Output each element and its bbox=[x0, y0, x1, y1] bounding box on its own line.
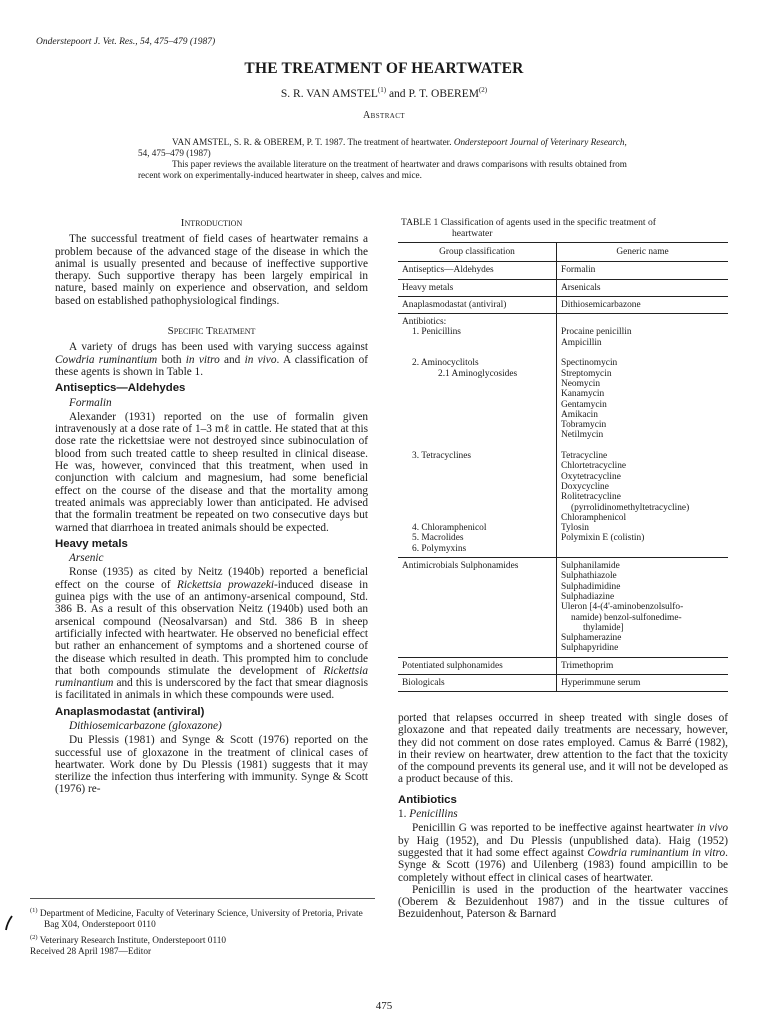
table-row: Antiseptics—Aldehydes Formalin bbox=[398, 262, 728, 279]
classification-table bbox=[398, 242, 728, 692]
column-header-generic: Generic name bbox=[557, 243, 729, 262]
introduction-heading: Introduction bbox=[180, 217, 243, 229]
authors-and: and bbox=[386, 87, 409, 100]
author-2-affil: (2) bbox=[478, 86, 488, 94]
specific-treatment-paragraph: A variety of drugs has been used with varying success against Cowdria ruminantium both in vitro and in vivo. A classification of these agents is shown in Table 1. bbox=[55, 341, 369, 378]
author-1-affil: (1) bbox=[377, 86, 387, 94]
footnotes bbox=[30, 898, 375, 958]
abstract bbox=[138, 137, 638, 181]
specific-treatment-heading: Specific Treatment bbox=[167, 325, 256, 338]
anaplasmodastat-heading: Anaplasmodastat (antiviral) bbox=[55, 705, 205, 718]
penicillin-paragraph: Penicillin G was reported to be ineffective against heartwater in vivo by Haig (1952), and Du Plessis (unpublished data). Haig (1952) suggested that it had some effect against Cowdria ruminantium in vitro. Synge & Scott (1976) and Uilenberg (1983) found ampicillin to be completely without effect in clinical cases of heartwater. bbox=[398, 822, 728, 884]
column-header-group: Group classification bbox=[398, 243, 557, 262]
abstract-body: This paper reviews the available literature on the treatment of heartwater and draws comparisons with results obtained from recent work on experimentally-induced heartwater in sheep, calves and mice. bbox=[138, 159, 627, 180]
dithiosemicarbazone-heading: Dithiosemicarbazone (gloxazone) bbox=[69, 719, 222, 732]
author-1: S. R. VAN AMSTEL bbox=[280, 87, 378, 100]
table-row: Anaplasmodastat (antiviral) Dithiosemicarbazone bbox=[398, 296, 728, 313]
penicillins-heading: 1. Penicillins bbox=[398, 808, 458, 821]
author-2: P. T. OBEREM bbox=[408, 87, 479, 100]
penicillin-paragraph-2: Penicillin is used in the production of the heartwater vaccines (Oberem & Bezuidenhout 1987) and in the tissue cultures of Bezuidenhout, Paterson & Barnard bbox=[398, 883, 728, 921]
footnote-1: $^{(1)}$ Department of Medicine, Faculty of Veterinary Science, University of Pretoria, Private Bag X04, Onderstepoort 0110 bbox=[30, 907, 363, 931]
introduction-paragraph: The successful treatment of field cases of heartwater remains a problem because of the advanced stage of the disease in which the animal is usually presented and because of ineffective supportive therapy. Such supportive therapy has been largely empirical in nature, based mainly on experience and observation, and seldom based on established pathophysiological findings. bbox=[55, 233, 368, 307]
page-number: 475 bbox=[375, 1000, 393, 1012]
antiseptics-heading: Antiseptics—Aldehydes bbox=[55, 382, 186, 395]
table-header-row bbox=[398, 243, 728, 262]
abstract-citation: VAN AMSTEL, S. R. & OBEREM, P. T. 1987. The treatment of heartwater. Onderstepoort Journal of Veterinary Research, 54, 475–479 (1987) bbox=[138, 137, 627, 158]
table-row-antibiotics: Antibiotics: 1. Penicillins 2. Aminocyclitols 2.1 Aminoglycosides 3. Tetracyclines 4. Chloramphenicol 5. Macrolides 6. Polymyxins Procaine penicillin Ampicillin Spectinomycin Streptomycin Neomycin Kanamycin Gentamycin Amikacin Tobramycin Netilmycin Tetracycline Chlortetracycline Oxytetracycline Doxycycline Rolitetracycline (pyrrolidinomethyltetracycline) Chloramphenicol Tylosin Polymixin E (colistin) bbox=[398, 314, 728, 558]
right-column bbox=[398, 712, 728, 921]
footnote-2: $^{(2)}$ Veterinary Research Institute, Onderstepoort 0110 bbox=[30, 933, 227, 946]
paper-title: THE TREATMENT OF HEARTWATER bbox=[244, 60, 524, 77]
table-row: Heavy metals Arsenicals bbox=[398, 279, 728, 296]
received-date: Received 28 April 1987—Editor bbox=[30, 946, 152, 957]
heavy-metals-heading: Heavy metals bbox=[55, 537, 128, 550]
arsenic-heading: Arsenic bbox=[69, 552, 104, 565]
left-column bbox=[55, 217, 368, 796]
authors bbox=[0, 86, 768, 100]
formalin-paragraph: Alexander (1931) reported on the use of formalin given intravenously at a dose rate of 1–3 mℓ in cattle. He stated that at this dose rate the rickettsiae were not destroyed since subinoculation of blood from such treated cattle to sheep resulted in clinical disease. He was, however, convinced that this treatment, when used in conjunction with calcium and magnesium, had some beneficial effect on the course of the disease and that the mortality among treated animals was appreciably lower than anticipated. He advised that the formalin treatment be repeated on two consecutive days but warned that diarrhoea in treated animals should be expected. bbox=[55, 410, 368, 534]
antibiotics-heading: Antibiotics bbox=[398, 793, 457, 806]
table-row: Potentiated sulphonamides Trimethoprim bbox=[398, 657, 728, 674]
continued-paragraph: ported that relapses occurred in sheep treated with single doses of gloxazone and that repeated daily treatments are necessary, however, they did not comment on dose rates employed. Camus & Barré (1982), in their review on heartwater, drew attention to the fact that the toxicity of the compound prevents its general use, and it will not be developed as a product because of this. bbox=[398, 712, 728, 786]
margin-mark bbox=[4, 915, 14, 931]
journal-reference: Onderstepoort J. Vet. Res., 54, 475–479 (1987) bbox=[36, 37, 216, 47]
table-caption: TABLE 1 Classification of agents used in the specific treatment of heartwater bbox=[401, 217, 656, 239]
table-row-sulphonamides: Antimicrobials Sulphonamides Sulphanilamide Sulphathiazole Sulphadimidine Sulphadiazine Uleron [4-(4'-aminobenzolsulfo- namide) benzol-sulfonedime- thylamide] Sulphamerazine Sulphapyridine bbox=[398, 558, 728, 658]
formalin-heading: Formalin bbox=[69, 396, 112, 409]
arsenic-paragraph: Ronse (1935) as cited by Neitz (1940b) reported a beneficial effect on the course of Rickettsia prowazeki-induced disease in guinea pigs with the use of an antimony-arsenical compound, Std. 386 B. As a result of this observation Neitz (1940b) used both an arsenical compound (Neosalvarsan) and Std. 386 B in sheep artificially infected with heartwater. He observed no beneficial effect but rather an enhancement of symptoms and a shortened course of the disease which resulted in death. This prompted him to conclude that both compounds stimulate the development of Rickettsia ruminantium and this is underscored by the fact that smear diagnosis is facilitated in animals in which these compounds were used. bbox=[55, 566, 368, 702]
abstract-heading: Abstract bbox=[363, 110, 405, 121]
dithiosemicarbazone-paragraph: Du Plessis (1981) and Synge & Scott (1976) reported on the successful use of gloxazone in the treatment of clinical cases of heartwater. Work done by Du Plessis (1981) suggests that it may sterilize the infection thus interfering with immunity. Synge & Scott (1976) re- bbox=[55, 734, 368, 796]
table-row: Biologicals Hyperimmune serum bbox=[398, 674, 728, 691]
